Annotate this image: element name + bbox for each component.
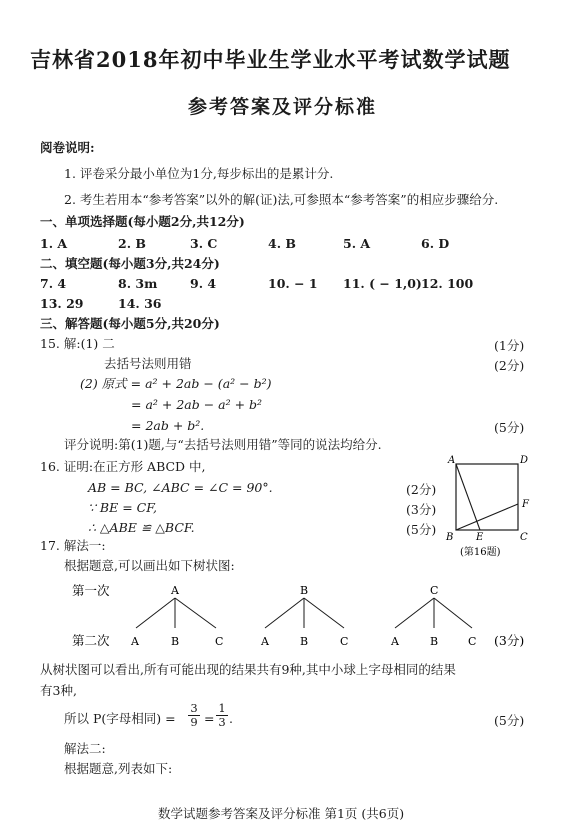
- section2-heading: 二、填空题(每小题3分,共24分): [40, 256, 220, 271]
- answer-11: 11. ( − 1,0): [343, 276, 422, 291]
- notes-heading: 阅卷说明:: [40, 140, 95, 155]
- label-f: F: [522, 499, 529, 510]
- fraction-1-numerator: 3: [190, 701, 198, 715]
- tree-child: C: [340, 635, 349, 648]
- q15-part1: 15. 解:(1) 二: [40, 336, 115, 351]
- fraction-1-denominator: 9: [188, 715, 200, 729]
- q17-conclusion-2: 有3种,: [40, 683, 77, 698]
- label-b: B: [446, 532, 454, 543]
- square-abcd: [456, 464, 518, 530]
- answer-1: 1. A: [40, 236, 68, 251]
- q15-step-2: = a² + 2ab − a² + b²: [131, 397, 263, 412]
- answer-4: 4. B: [268, 236, 296, 251]
- tree-parent-c: C: [430, 584, 439, 597]
- label-a: A: [448, 455, 456, 466]
- q16-step-3: ∴ △ABE ≌ △BCF.: [88, 520, 195, 535]
- figure-caption: (第16题): [460, 547, 501, 558]
- answer-6: 6. D: [421, 236, 450, 251]
- tree-parent-a: A: [171, 584, 179, 597]
- answer-8: 8. 3m: [118, 276, 158, 291]
- tree-branch: [265, 598, 304, 628]
- answer-13: 13. 29: [40, 296, 84, 311]
- q15-score-3: (5分): [494, 420, 525, 435]
- q16-score-2: (3分): [406, 502, 437, 517]
- answer-5: 5. A: [343, 236, 371, 251]
- q17-method2: 解法二:: [64, 741, 106, 756]
- q17-prob-prefix: 所以 P(字母相同) =: [64, 711, 176, 726]
- label-e: E: [476, 532, 484, 543]
- page-title: 吉林省2018年初中毕业生学业水平考试数学试题: [30, 47, 511, 72]
- fraction-2-denominator: 3: [216, 715, 228, 729]
- q17-table-intro: 根据题意,列表如下:: [64, 761, 173, 776]
- answer-9: 9. 4: [190, 276, 217, 291]
- q15-step-3: = 2ab + b².: [131, 418, 205, 433]
- answer-7: 7. 4: [40, 276, 67, 291]
- segment-ae: [456, 464, 480, 530]
- tree-child: B: [300, 635, 309, 648]
- q17-conclusion-1: 从树状图可以看出,所有可能出现的结果共有9种,其中小球上字母相同的结果: [40, 662, 456, 677]
- q17-intro: 根据题意,可以画出如下树状图:: [64, 558, 235, 573]
- q17-prob-score: (5分): [494, 713, 525, 728]
- tree-branch: [136, 598, 175, 628]
- page-subtitle: 参考答案及评分标准: [188, 96, 378, 118]
- tree-branch: [175, 598, 216, 628]
- tree-branch: [434, 598, 472, 628]
- tree-branch: [304, 598, 344, 628]
- notes-item-2: 2. 考生若用本“参考答案”以外的解(证)法,可参照本“参考答案”的相应步骤给分.: [64, 192, 499, 207]
- tree-child: B: [430, 635, 439, 648]
- tree-score: (3分): [494, 633, 525, 648]
- answer-3: 3. C: [190, 236, 218, 251]
- answer-2: 2. B: [118, 236, 146, 251]
- q17-prob-equals: =: [204, 711, 215, 726]
- q15-score-1: (1分): [494, 338, 525, 353]
- q16-step-1: AB = BC, ∠ABC = ∠C = 90°.: [88, 480, 273, 495]
- q15-reason: 去括号法则用错: [104, 356, 192, 371]
- notes-item-1: 1. 评卷采分最小单位为1分,每步标出的是累计分.: [64, 166, 334, 181]
- fraction-1: [188, 702, 200, 729]
- q16-step-2: ∵ BE = CF,: [88, 500, 157, 515]
- page-footer: 数学试题参考答案及评分标准 第1页 (共6页): [158, 806, 405, 821]
- q17-tree-diagram: [60, 578, 540, 654]
- answer-12: 12. 100: [421, 276, 474, 291]
- q15-note: 评分说明:第(1)题,与“去括号法则用错”等同的说法均给分.: [64, 437, 382, 452]
- q16-score-1: (2分): [406, 482, 437, 497]
- q16-square-figure: [440, 450, 540, 562]
- tree-child: C: [468, 635, 477, 648]
- fraction-2: [216, 702, 228, 729]
- q16-intro: 16. 证明:在正方形 ABCD 中,: [40, 459, 206, 474]
- tree-row2-label: 第二次: [72, 633, 110, 648]
- fraction-2-numerator: 1: [218, 701, 226, 715]
- q16-score-3: (5分): [406, 522, 437, 537]
- segment-bf: [456, 504, 518, 530]
- tree-child: C: [215, 635, 224, 648]
- q17-method1: 17. 解法一:: [40, 538, 106, 553]
- tree-branch: [395, 598, 434, 628]
- tree-child: B: [171, 635, 180, 648]
- label-c: C: [520, 532, 528, 543]
- answer-14: 14. 36: [118, 296, 162, 311]
- tree-child: A: [391, 635, 399, 648]
- tree-child: A: [261, 635, 269, 648]
- q15-step-1: (2) 原式 = a² + 2ab − (a² − b²): [80, 376, 272, 391]
- label-d: D: [520, 455, 529, 466]
- section1-heading: 一、单项选择题(每小题2分,共12分): [40, 214, 245, 229]
- answer-10: 10. − 1: [268, 276, 318, 291]
- tree-child: A: [131, 635, 139, 648]
- q15-score-2: (2分): [494, 358, 525, 373]
- section3-heading: 三、解答题(每小题5分,共20分): [40, 316, 220, 331]
- tree-parent-b: B: [300, 584, 309, 597]
- tree-row1-label: 第一次: [72, 583, 110, 598]
